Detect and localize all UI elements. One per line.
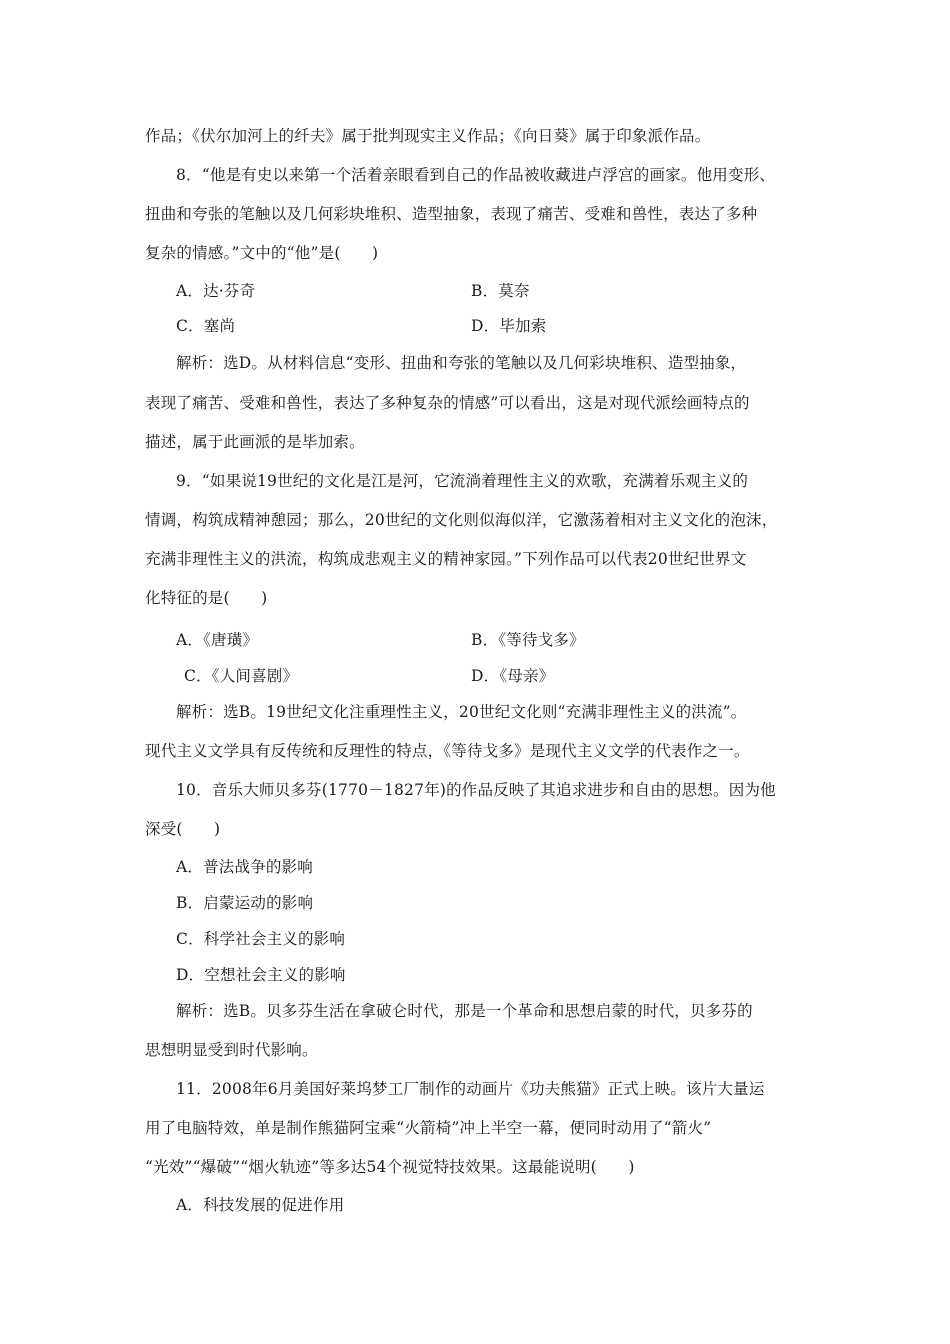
question-9-option-b: B．《等待戈多》 xyxy=(471,631,585,649)
question-8-stem: 8．“他是有史以来第一个活着亲眼看到自己的作品被收藏进卢浮宫的画家。他用变形、 xyxy=(176,166,776,184)
question-11-option-a: A．科技发展的促进作用 xyxy=(176,1196,345,1214)
question-9-stem: 情调，构筑成精神憩园；那么，20世纪的文化则似海似洋，它激荡着相对主义文化的泡沫， xyxy=(145,511,778,529)
answer-9: 现代主义文学具有反传统和反理性的特点，《等待戈多》是现代主义文学的代表作之一。 xyxy=(145,742,750,760)
question-9-option-d: D．《母亲》 xyxy=(471,667,555,685)
question-11-stem: “光效”“爆破”“烟火轨迹”等多达54个视觉特技效果。这最能说明( ) xyxy=(145,1158,635,1176)
question-10-option-d: D．空想社会主义的影响 xyxy=(176,966,346,984)
question-10-option-c: C．科学社会主义的影响 xyxy=(176,930,346,948)
question-8-option-a: A．达·芬奇 xyxy=(176,282,256,300)
question-10-stem: 10．音乐大师贝多芬(1770－1827年)的作品反映了其追求进步和自由的思想。因为他 xyxy=(176,781,776,799)
answer-8: 解析：选D。从材料信息“变形、扭曲和夸张的笔触以及几何彩块堆积、造型抽象， xyxy=(176,354,747,372)
question-9-stem: 9．“如果说19世纪的文化是江是河，它流淌着理性主义的欢歌，充满着乐观主义的 xyxy=(176,472,749,490)
answer-10: 思想明显受到时代影响。 xyxy=(145,1041,318,1059)
question-8-option-c: C．塞尚 xyxy=(176,317,236,335)
question-9-stem: 充满非理性主义的洪流，构筑成悲观主义的精神家园。”下列作品可以代表20世纪世界文 xyxy=(145,550,747,568)
question-11-stem: 用了电脑特效，单是制作熊猫阿宝乘“火箭椅”冲上半空一幕，便同时动用了“箭火” xyxy=(145,1119,712,1137)
question-9-stem: 化特征的是( ) xyxy=(145,589,268,607)
question-10-option-b: B．启蒙运动的影响 xyxy=(176,894,314,912)
question-8-option-b: B．莫奈 xyxy=(471,282,530,300)
question-9-option-c: C．《人间喜剧》 xyxy=(184,667,299,685)
question-8-option-d: D．毕加索 xyxy=(471,317,547,335)
question-11-stem: 11．2008年6月美国好莱坞梦工厂制作的动画片《功夫熊猫》正式上映。该片大量运 xyxy=(176,1080,765,1098)
text-line: 作品；《伏尔加河上的纤夫》属于批判现实主义作品；《向日葵》属于印象派作品。 xyxy=(145,127,711,145)
question-8-stem: 扭曲和夸张的笔触以及几何彩块堆积、造型抽象，表现了痛苦、受难和兽性，表达了多种 xyxy=(145,205,758,223)
answer-8: 表现了痛苦、受难和兽性，表达了多种复杂的情感”可以看出，这是对现代派绘画特点的 xyxy=(145,394,750,412)
question-9-option-a: A．《唐璜》 xyxy=(176,631,259,649)
answer-9: 解析：选B。19世纪文化注重理性主义，20世纪文化则“充满非理性主义的洪流”。 xyxy=(176,703,747,721)
question-8-stem: 复杂的情感。”文中的“他”是( ) xyxy=(145,244,379,262)
answer-10: 解析：选B。贝多芬生活在拿破仑时代，那是一个革命和思想启蒙的时代，贝多芬的 xyxy=(176,1002,753,1020)
answer-8: 描述，属于此画派的是毕加索。 xyxy=(145,433,365,451)
question-10-stem: 深受( ) xyxy=(145,820,221,838)
question-10-option-a: A．普法战争的影响 xyxy=(176,858,313,876)
